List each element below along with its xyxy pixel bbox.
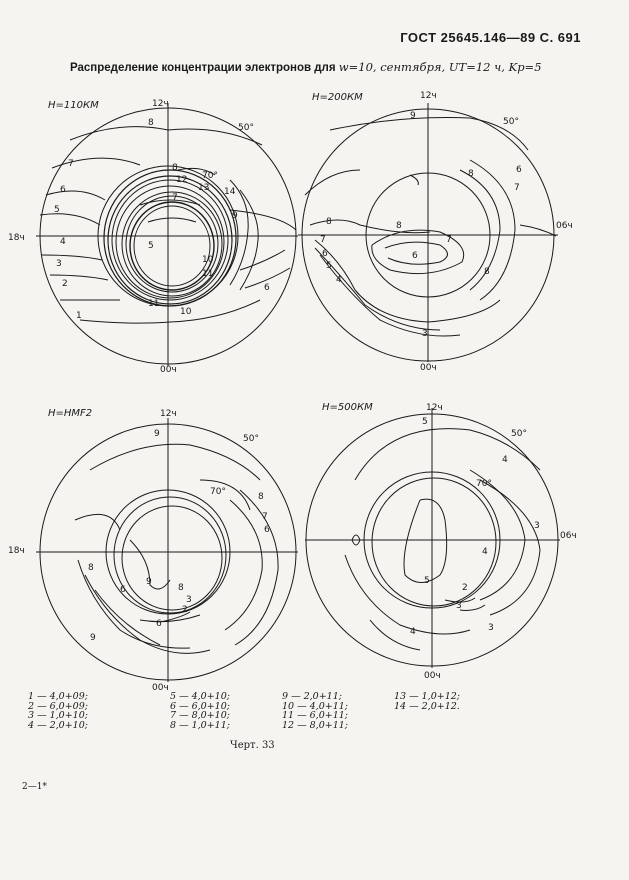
- contour-number: 9: [90, 633, 96, 643]
- contour-number: 7: [262, 512, 268, 522]
- latitude-label: 50°: [243, 434, 259, 444]
- height-label: H=HMF2: [48, 408, 93, 419]
- label-12h: 12ч: [426, 403, 443, 413]
- latitude-label: 50°: [503, 117, 519, 127]
- legend-entry: 3 — 1,0+10;: [28, 710, 88, 722]
- contour-number: 6: [156, 619, 162, 629]
- contour-number: 3: [56, 259, 62, 269]
- label-06h: 06ч: [556, 221, 573, 231]
- legend-entry: 7 — 8,0+10;: [170, 710, 230, 722]
- title-condition: w=10, сентября, UT=12 ч, Kp=5: [338, 60, 542, 74]
- contour-number: 6: [516, 165, 522, 175]
- legend-entry: 13 — 1,0+12;: [394, 691, 460, 702]
- contour-number: 8: [88, 563, 94, 573]
- label-12h: 12ч: [420, 91, 437, 101]
- contour-number: 4: [410, 627, 416, 637]
- contour-number: 3: [534, 521, 540, 531]
- latitude-label: 50°: [511, 429, 527, 439]
- height-label: H=500КМ: [322, 402, 373, 413]
- label-12h: 12ч: [160, 409, 177, 419]
- contour-number: 5: [424, 576, 430, 586]
- figure-caption: Черт. 33: [230, 740, 275, 751]
- contour-number: 2: [462, 583, 468, 593]
- height-label: H=200КМ: [312, 92, 363, 103]
- contour-number: 5: [148, 241, 154, 251]
- contour-number: 5: [422, 417, 428, 427]
- legend-entry: 8 — 1,0+11;: [170, 719, 230, 731]
- legend-entry: 2 — 6,0+09;: [28, 700, 88, 712]
- contour-number: 13: [198, 183, 210, 193]
- latitude-label: 70°: [202, 171, 218, 181]
- contour-number: 6: [60, 185, 66, 195]
- contour-number: 8: [178, 583, 184, 593]
- legend-entry: 9 — 2,0+11;: [282, 691, 342, 702]
- contour-number: 12: [176, 175, 188, 185]
- contour-number: 4: [482, 547, 488, 557]
- label-00h: 00ч: [424, 671, 441, 681]
- contour-number: 11: [202, 269, 214, 279]
- contour-number: 4: [336, 275, 342, 285]
- legend-entry: 14 — 2,0+12.: [394, 700, 460, 712]
- label-00h: 00ч: [160, 365, 177, 375]
- contour-number: 7: [172, 193, 178, 203]
- contour-number: 8: [148, 118, 154, 128]
- legend-entry: 11 — 6,0+11;: [282, 710, 348, 722]
- contour-number: 14: [224, 187, 236, 197]
- legend-entry: 5 — 4,0+10;: [170, 691, 230, 702]
- contour-number: 7: [514, 183, 520, 193]
- contour-number: 5: [326, 261, 332, 271]
- legend-entry: 10 — 4,0+11;: [282, 700, 348, 712]
- contour-number: 6: [264, 283, 270, 293]
- title-prefix: Распределение концентрации электронов для: [70, 62, 336, 74]
- legend-entry: 1 — 4,0+09;: [28, 691, 88, 702]
- contour-number: 9: [410, 111, 416, 121]
- legend: [0, 692, 629, 742]
- plot-h500: [305, 408, 560, 668]
- label-00h: 00ч: [420, 363, 437, 373]
- contour-number: 2: [182, 605, 188, 615]
- contour-number: 11: [148, 299, 160, 309]
- legend-column: [170, 692, 230, 730]
- label-06h: 06ч: [560, 531, 577, 541]
- contour-number: 7: [446, 235, 452, 245]
- contour-number: 7: [68, 159, 74, 169]
- contour-number: 6: [264, 525, 270, 535]
- latitude-label: 70°: [476, 479, 492, 489]
- contour-number: 7: [320, 235, 326, 245]
- document-code: ГОСТ 25645.146—89 С. 691: [400, 30, 581, 45]
- page-footnote: 2—1*: [22, 782, 47, 792]
- plot-hmf2: [36, 418, 298, 682]
- legend-column: [394, 692, 460, 711]
- contour-number: 3: [422, 329, 428, 339]
- contour-number: 10: [202, 255, 214, 265]
- legend-entry: 12 — 8,0+11;: [282, 719, 348, 731]
- latitude-label: 70°: [210, 487, 226, 497]
- contour-number: 2: [62, 279, 68, 289]
- label-12h: 12ч: [152, 99, 169, 109]
- plot-h110: [36, 103, 298, 366]
- contour-number: 8: [396, 221, 402, 231]
- plot-h200: [298, 103, 558, 362]
- contour-number: 1: [76, 311, 82, 321]
- contour-number: 6: [412, 251, 418, 261]
- contour-number: 3: [186, 595, 192, 605]
- contour-number: 8: [484, 267, 490, 277]
- latitude-label: 50°: [238, 123, 254, 133]
- contour-number: 8: [468, 169, 474, 179]
- contour-number: 8: [258, 492, 264, 502]
- legend-entry: 6 — 6,0+10;: [170, 700, 230, 712]
- contour-number: 9: [154, 429, 160, 439]
- label-00h: 00ч: [152, 683, 169, 693]
- legend-column: [28, 692, 88, 730]
- contour-number: 4: [502, 455, 508, 465]
- height-label: H=110КМ: [48, 100, 99, 111]
- contour-labels-hmf2: [88, 429, 270, 643]
- contour-number: 10: [180, 307, 192, 317]
- contour-number: 3: [488, 623, 494, 633]
- contour-number: 3: [456, 601, 462, 611]
- legend-entry: 4 — 2,0+10;: [28, 719, 88, 731]
- contour-number: 9: [146, 577, 152, 587]
- contour-number: 8: [326, 217, 332, 227]
- contour-number: 9: [232, 211, 238, 221]
- contour-number: 4: [60, 237, 66, 247]
- label-18h: 18ч: [8, 233, 25, 243]
- contour-number: 8: [172, 163, 178, 173]
- contour-labels-h200: [320, 111, 522, 339]
- contour-number: 6: [120, 585, 126, 595]
- contour-number: 5: [54, 205, 60, 215]
- contour-number: 6: [322, 249, 328, 259]
- legend-column: [282, 692, 348, 730]
- label-18h: 18ч: [8, 546, 25, 556]
